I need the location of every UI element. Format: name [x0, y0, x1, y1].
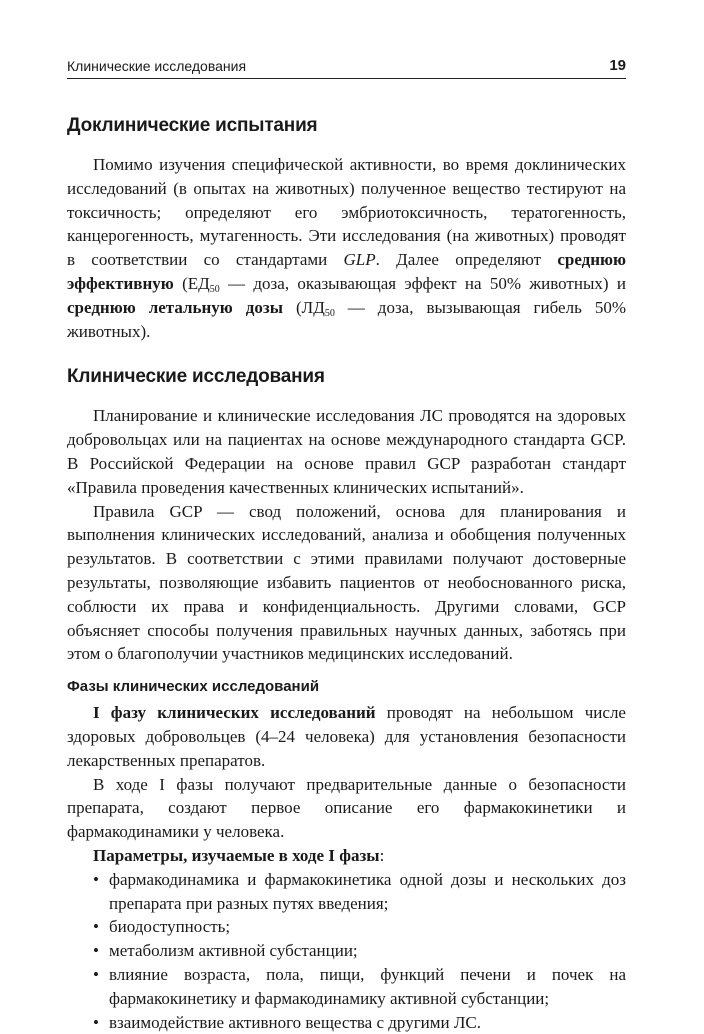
page-content — [67, 103, 626, 1034]
term-ed50: среднюю эффективную — [67, 250, 626, 293]
text-run: (ЕД — [174, 274, 210, 293]
params-label — [67, 844, 626, 868]
subsection-heading-phases: Фазы клинических исследований — [67, 676, 626, 698]
preclinical-paragraph — [67, 153, 626, 343]
subscript-50: 50 — [210, 284, 220, 295]
section-heading-preclinical: Доклинические испытания — [67, 113, 626, 139]
glp-term: GLP — [343, 250, 375, 269]
text-run: проводят на небольшом числе здоровых добровольцев (4–24 человека) для установления безопасности лекарственных препаратов. — [67, 703, 626, 770]
list-item: • биодоступность; — [67, 915, 626, 939]
list-item: • фармакодинамика и фармакокинетика одной дозы и нескольких доз препарата при разных путях введения; — [67, 868, 626, 916]
params-label-text: Параметры, изучаемые в ходе I фазы — [93, 846, 380, 865]
clinical-paragraph-2: Правила GCP — свод положений, основа для планирования и выполнения клинических исследований, анализа и обобщения полученных результатов. В соответствии с этими правилами получают достоверные результаты, позволяющие избавить пациентов от необоснованного риска, соблюсти их права и конфиденциальность. Другими словами, GCP объясняет способы получения правильных научных данных, заботясь при этом о благополучии участников медицинских исследований. — [67, 500, 626, 667]
params-list — [67, 868, 626, 1034]
list-item: • метаболизм активной субстанции; — [67, 939, 626, 963]
phase-one-term: I фазу клинических исследований — [93, 703, 376, 722]
running-header — [67, 56, 626, 79]
running-header-title: Клинические исследования — [67, 56, 246, 76]
page-number: 19 — [609, 56, 626, 76]
list-item: • влияние возраста, пола, пищи, функций печени и почек на фармакокинетику и фармакодинамику активной субстанции; — [67, 963, 626, 1011]
text-run: . Далее определяют — [376, 250, 558, 269]
list-item: • взаимодействие активного вещества с другими ЛС. — [67, 1011, 626, 1034]
text-run: — доза, оказывающая эффект на 50% животных) и — [220, 274, 626, 293]
text-run: (ЛД — [283, 298, 325, 317]
params-label-colon: : — [380, 846, 385, 865]
section-heading-clinical: Клинические исследования — [67, 364, 626, 390]
term-ld50: среднюю летальную дозы — [67, 298, 283, 317]
text-run: Помимо изучения специфической активности, во время доклинических исследований (в опытах на животных) полученное вещество тестируют на токсичность; определяют его эмбриотоксичность, тератогенность, канцерогенность, мутагенность. Эти исследования (на животных) проводят в соответствии со стандартами — [67, 155, 626, 269]
phases-paragraph-2: В ходе I фазы получают предварительные данные о безопасности препарата, создают первое описание его фармакокинетики и фармакодинамики у человека. — [67, 773, 626, 844]
text-run: — доза, вызывающая гибель 50% животных). — [67, 298, 626, 341]
clinical-paragraph-1: Планирование и клинические исследования ЛС проводятся на здоровых добровольцах или на пациентах на основе международного стандарта GCP. В Российской Федерации на основе правил GCP разработан стандарт «Правила проведения качественных клинических испытаний». — [67, 404, 626, 499]
phases-paragraph-1 — [67, 701, 626, 772]
subscript-50: 50 — [325, 308, 335, 319]
